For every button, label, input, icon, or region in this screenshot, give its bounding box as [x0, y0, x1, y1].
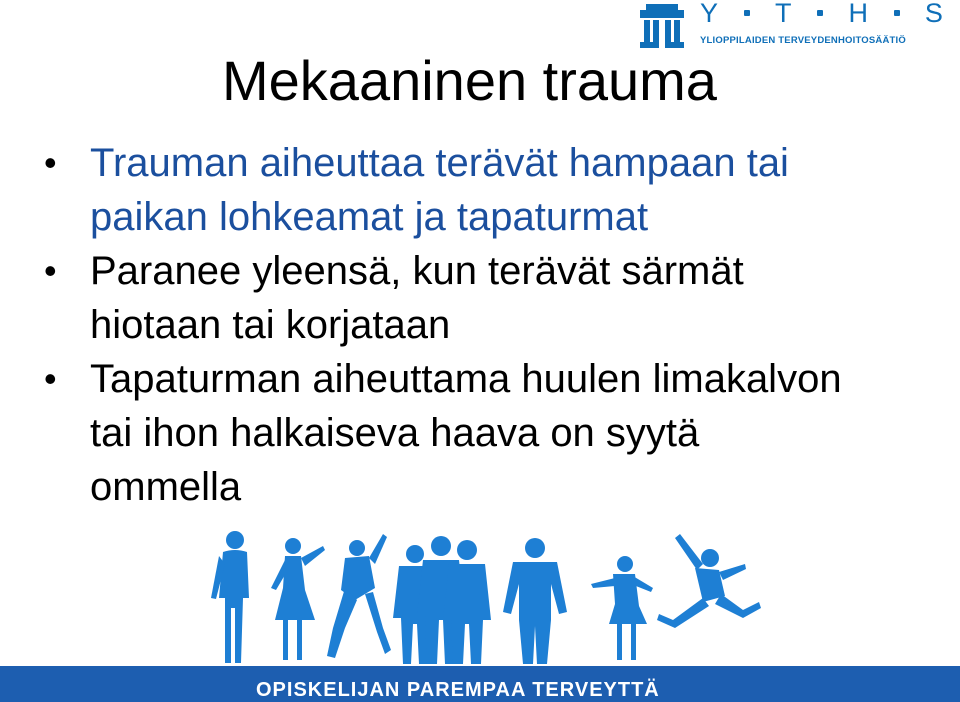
- bullet-item: [44, 352, 924, 514]
- footer-bar: [0, 666, 960, 702]
- bullet-marker: •: [44, 250, 57, 291]
- bullet-item: [44, 244, 924, 352]
- footer-slogan: OPISKELIJAN PAREMPAA TERVEYTTÄ: [256, 679, 660, 701]
- logo-letter: Y: [700, 0, 720, 28]
- pillar-logo-icon: [638, 2, 686, 50]
- person-silhouette: [503, 538, 567, 664]
- bullet-text: Tapaturman aiheuttama huulen limakalvon tai ihon halkaiseva haava on syytä ommella: [90, 357, 842, 509]
- slide-title: Mekaaninen trauma: [222, 49, 717, 112]
- people-silhouettes-illustration: [205, 528, 765, 668]
- logo-letters: [700, 0, 944, 28]
- logo-letter: H: [848, 0, 869, 28]
- logo-subtitle: YLIOPPILAIDEN TERVEYDENHOITOSÄÄTIÖ: [700, 35, 906, 46]
- bullet-list: [44, 136, 924, 514]
- logo-letter: S: [924, 0, 944, 28]
- person-silhouette: [211, 531, 249, 663]
- person-silhouette: [657, 534, 761, 628]
- person-silhouette: [271, 538, 325, 660]
- bullet-item: [44, 136, 924, 244]
- bullet-marker: •: [44, 358, 57, 399]
- logo-dot: [744, 10, 750, 16]
- person-silhouette: [591, 556, 653, 660]
- logo-letter: T: [774, 0, 793, 28]
- logo-dot: [817, 10, 823, 16]
- person-silhouette: [327, 534, 391, 658]
- logo-dot: [894, 10, 900, 16]
- bullet-text: Trauman aiheuttaa terävät hampaan tai paikan lohkeamat ja tapaturmat: [90, 141, 789, 239]
- bullet-marker: •: [44, 142, 57, 183]
- yths-logo: [638, 0, 948, 54]
- bullet-text: Paranee yleensä, kun terävät särmät hiotaan tai korjataan: [90, 249, 744, 347]
